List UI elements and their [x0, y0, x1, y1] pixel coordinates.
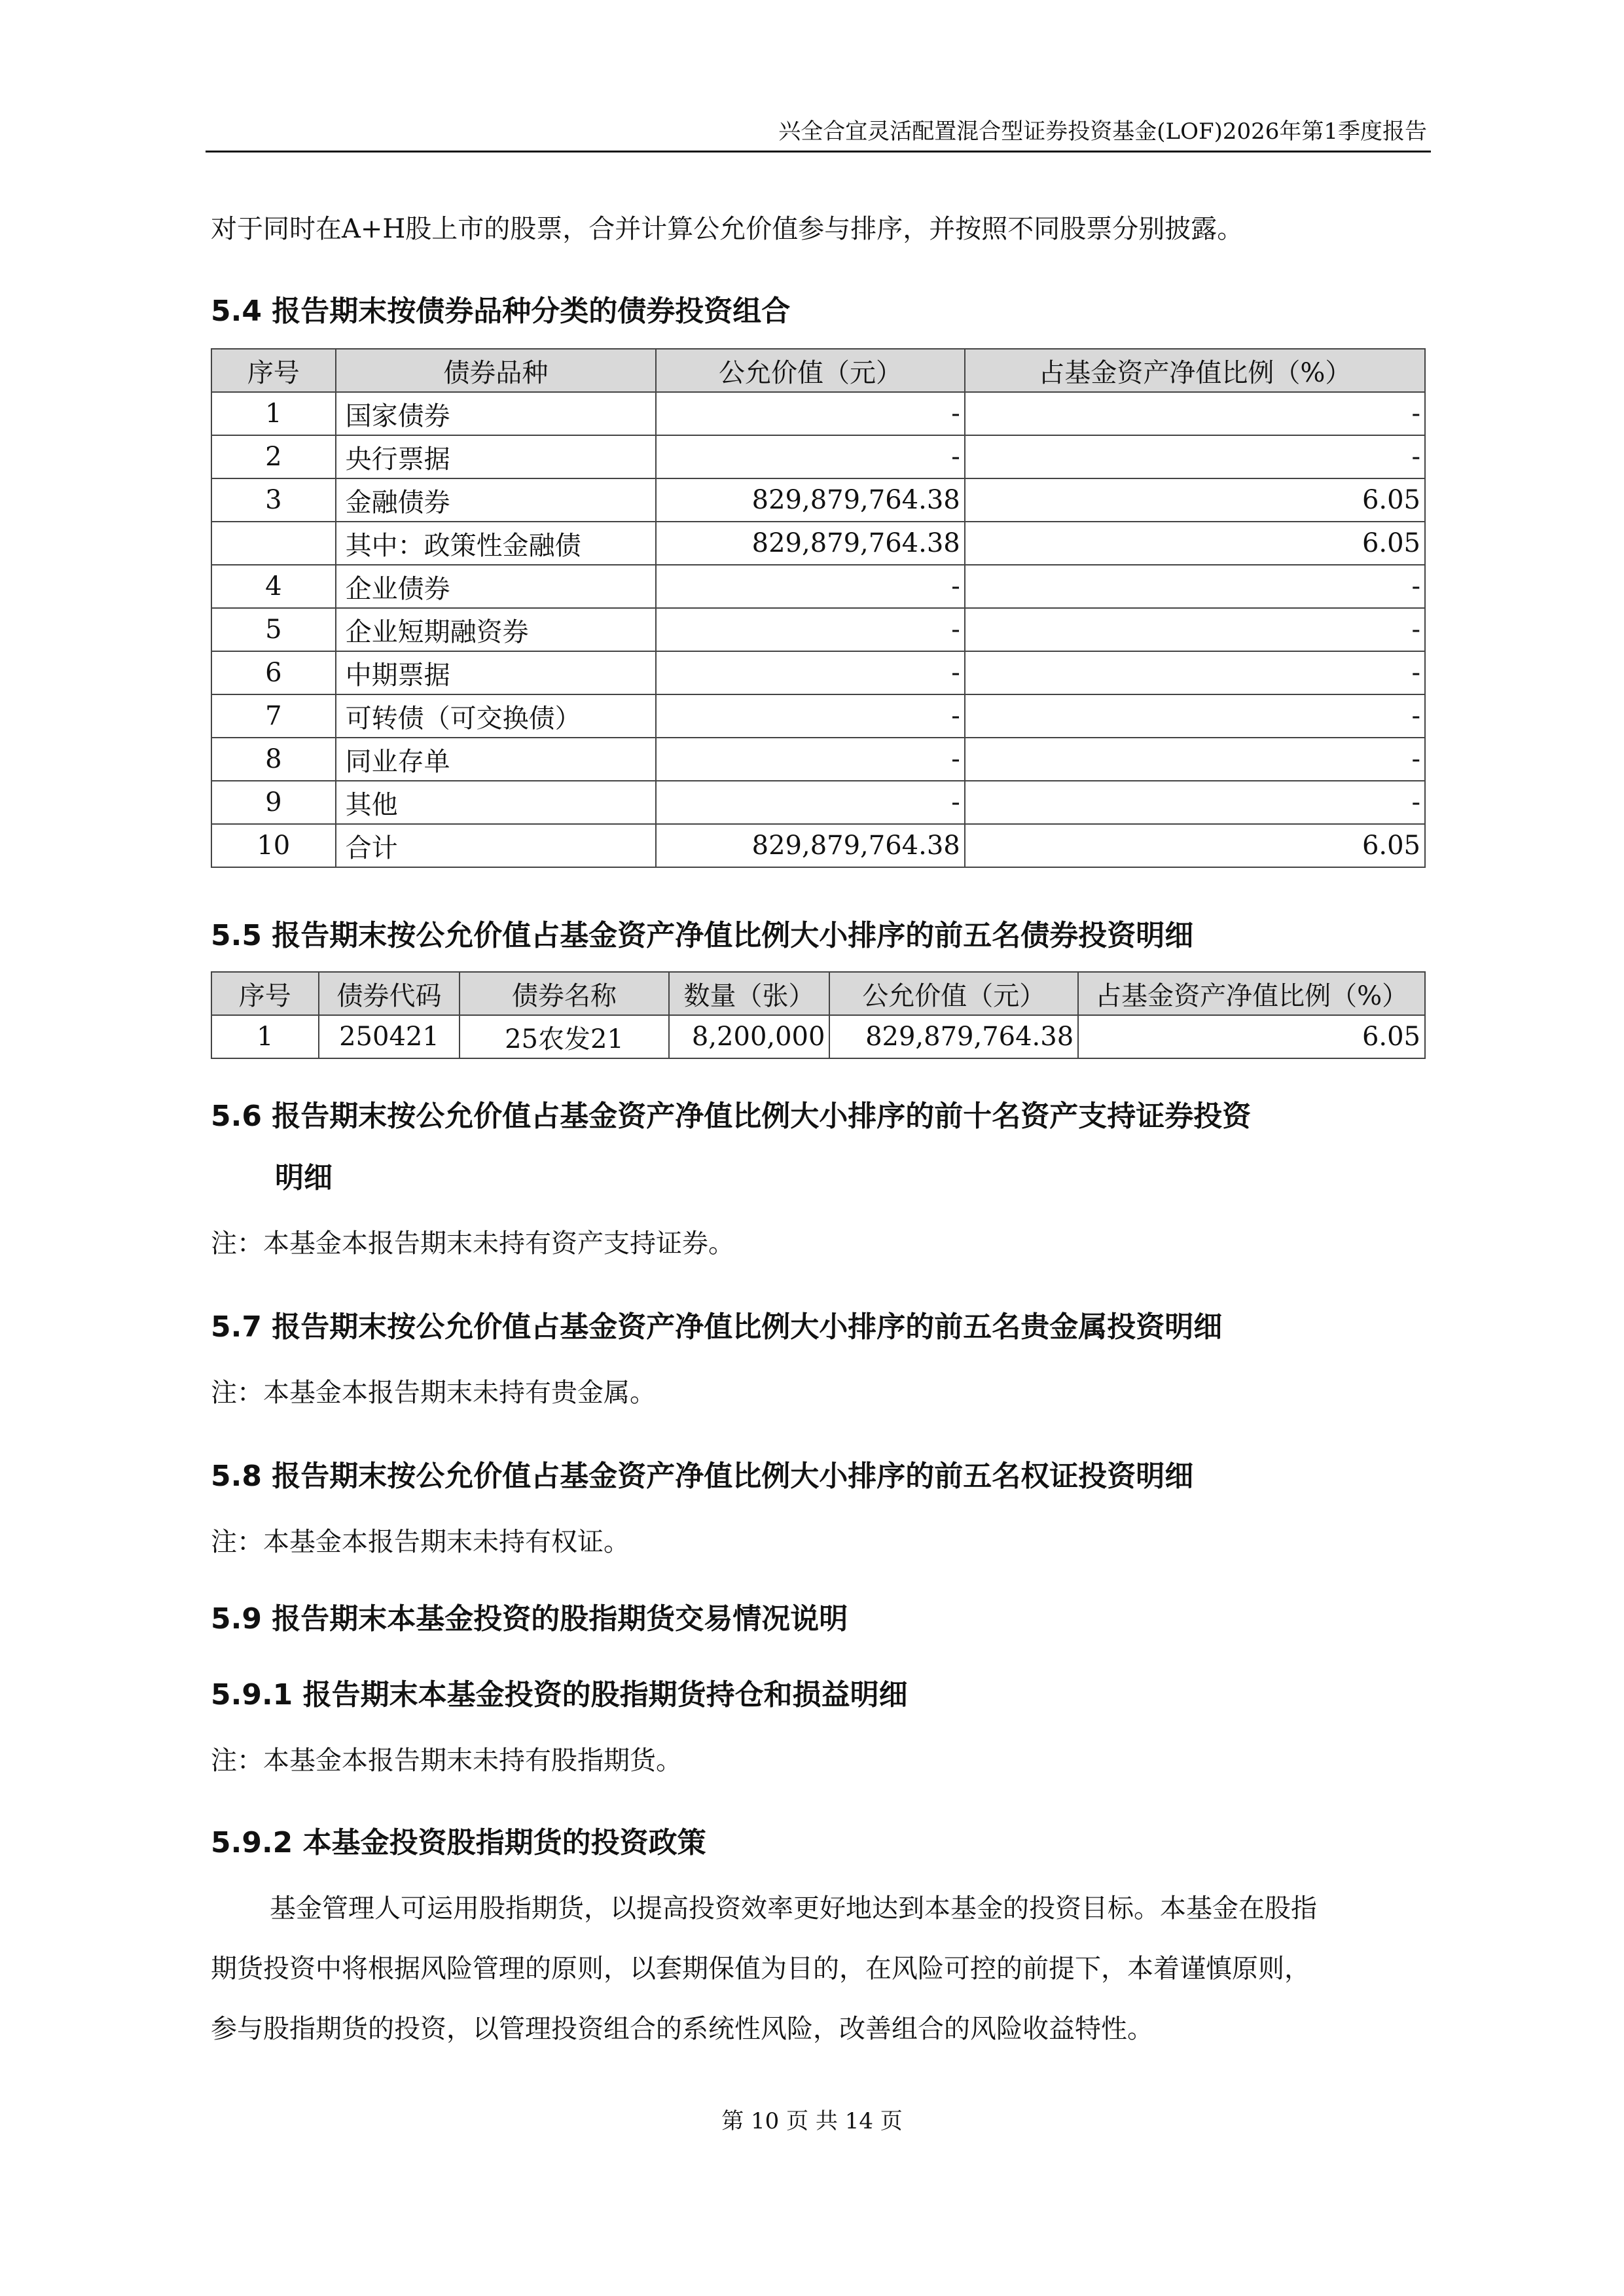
cell: 1: [211, 392, 336, 435]
cell: 6.05: [965, 824, 1425, 867]
report-header-title: 兴全合宜灵活配置混合型证券投资基金(LOF)2026年第1季度报告: [778, 118, 1427, 145]
header-cell: 公允价值（元）: [829, 972, 1078, 1015]
cell: -: [965, 781, 1425, 824]
cell: 央行票据: [336, 435, 657, 478]
table-row: [211, 694, 1425, 738]
cell: 8: [211, 738, 336, 781]
table-row: [211, 565, 1425, 608]
header-cell: 债券代码: [319, 972, 460, 1015]
cell: 7: [211, 694, 336, 738]
header-cell: 债券品种: [336, 349, 657, 392]
cell: 6.05: [1078, 1015, 1425, 1058]
section-5-9-title: 5.9 报告期末本基金投资的股指期货交易情况说明: [211, 1602, 848, 1636]
header-cell: 序号: [211, 349, 336, 392]
section-5-6-title-line2: 明细: [275, 1161, 333, 1194]
section-5-8-title: 5.8 报告期末按公允价值占基金资产净值比例大小排序的前五名权证投资明细: [211, 1460, 1194, 1493]
header-cell: 数量（张）: [669, 972, 830, 1015]
cell: -: [656, 651, 964, 694]
cell: 6: [211, 651, 336, 694]
intro-note: 对于同时在A+H股上市的股票，合并计算公允价值参与排序，并按照不同股票分别披露。: [211, 214, 1244, 244]
section-5-7-note: 注：本基金本报告期末未持有贵金属。: [211, 1378, 656, 1408]
cell: -: [965, 694, 1425, 738]
header-cell: 序号: [211, 972, 319, 1015]
table-row: [211, 478, 1425, 522]
cell: -: [965, 392, 1425, 435]
cell: 829,879,764.38: [656, 522, 964, 565]
cell: 其中：政策性金融债: [336, 522, 657, 565]
table-row: [211, 522, 1425, 565]
cell: 企业债券: [336, 565, 657, 608]
cell: 国家债券: [336, 392, 657, 435]
cell: 同业存单: [336, 738, 657, 781]
section-5-7-title: 5.7 报告期末按公允价值占基金资产净值比例大小排序的前五名贵金属投资明细: [211, 1310, 1223, 1344]
cell: 250421: [319, 1015, 460, 1058]
section-5-5-title: 5.5 报告期末按公允价值占基金资产净值比例大小排序的前五名债券投资明细: [211, 919, 1194, 952]
table-row: [211, 435, 1425, 478]
cell: 6.05: [965, 522, 1425, 565]
policy-paragraph-line3: 参与股指期货的投资，以管理投资组合的系统性风险，改善组合的风险收益特性。: [211, 2014, 1153, 2044]
cell: -: [656, 738, 964, 781]
table-row: [211, 651, 1425, 694]
table-row: [211, 1015, 1425, 1058]
header-cell: 占基金资产净值比例（%）: [965, 349, 1425, 392]
cell: 6.05: [965, 478, 1425, 522]
cell: 9: [211, 781, 336, 824]
cell: -: [965, 608, 1425, 651]
cell: 829,879,764.38: [656, 824, 964, 867]
cell: -: [656, 608, 964, 651]
section-5-6-note: 注：本基金本报告期末未持有资产支持证券。: [211, 1229, 734, 1259]
section-5-9-1-title: 5.9.1 报告期末本基金投资的股指期货持仓和损益明细: [211, 1678, 908, 1712]
page-number: 第 10 页 共 14 页: [721, 2108, 903, 2134]
cell: 合计: [336, 824, 657, 867]
cell: -: [656, 435, 964, 478]
cell: 829,879,764.38: [829, 1015, 1078, 1058]
section-5-4-title: 5.4 报告期末按债券品种分类的债券投资组合: [211, 295, 791, 328]
cell: 10: [211, 824, 336, 867]
header-cell: 占基金资产净值比例（%）: [1078, 972, 1425, 1015]
cell: 金融债券: [336, 478, 657, 522]
cell: 中期票据: [336, 651, 657, 694]
cell: -: [965, 738, 1425, 781]
table-row: [211, 608, 1425, 651]
cell: 可转债（可交换债）: [336, 694, 657, 738]
table-row: [211, 824, 1425, 867]
section-5-9-2-title: 5.9.2 本基金投资股指期货的投资政策: [211, 1826, 706, 1859]
cell: -: [965, 651, 1425, 694]
table-row: [211, 738, 1425, 781]
cell: 829,879,764.38: [656, 478, 964, 522]
cell: -: [656, 781, 964, 824]
cell: -: [656, 392, 964, 435]
cell: -: [965, 435, 1425, 478]
table-header-row: [211, 349, 1425, 392]
header-rule: [206, 151, 1431, 152]
cell: 3: [211, 478, 336, 522]
policy-paragraph-line2: 期货投资中将根据风险管理的原则，以套期保值为目的，在风险可控的前提下，本着谨慎原则，: [211, 1954, 1310, 1984]
table-row: [211, 781, 1425, 824]
cell: 企业短期融资券: [336, 608, 657, 651]
table-header-row: [211, 972, 1425, 1015]
header-cell: 公允价值（元）: [656, 349, 964, 392]
cell: 1: [211, 1015, 319, 1058]
cell: 4: [211, 565, 336, 608]
cell: -: [656, 694, 964, 738]
top-bond-holdings-table: [211, 971, 1426, 1059]
section-5-8-note: 注：本基金本报告期末未持有权证。: [211, 1527, 630, 1557]
cell: 2: [211, 435, 336, 478]
policy-paragraph-line1: 基金管理人可运用股指期货，以提高投资效率更好地达到本基金的投资目标。本基金在股指: [270, 1893, 1317, 1924]
cell: 8,200,000: [669, 1015, 830, 1058]
section-5-9-1-note: 注：本基金本报告期末未持有股指期货。: [211, 1746, 682, 1776]
cell: -: [656, 565, 964, 608]
cell: 5: [211, 608, 336, 651]
bond-type-table: [211, 348, 1426, 868]
cell: [211, 522, 336, 565]
cell: 25农发21: [460, 1015, 668, 1058]
cell: -: [965, 565, 1425, 608]
cell: 其他: [336, 781, 657, 824]
section-5-6-title-line1: 5.6 报告期末按公允价值占基金资产净值比例大小排序的前十名资产支持证券投资: [211, 1100, 1252, 1133]
header-cell: 债券名称: [460, 972, 668, 1015]
table-row: [211, 392, 1425, 435]
